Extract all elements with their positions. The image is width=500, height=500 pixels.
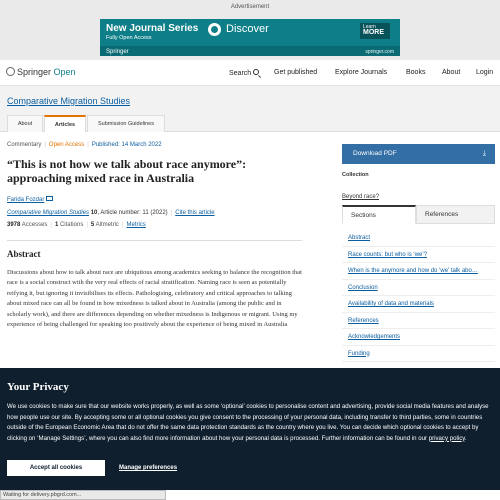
citations-label: Citations [59, 222, 84, 228]
ad-discover-text: Discover [226, 23, 269, 35]
section-link-conclusion[interactable]: Conclusion [342, 280, 495, 297]
journal-link[interactable]: Comparative Migration Studies [7, 210, 90, 216]
ad-title: New Journal Series [106, 23, 199, 34]
tab-submission-guidelines[interactable]: Submission Guidelines [87, 115, 165, 132]
sidebar [342, 144, 495, 362]
privacy-body: We use cookies to make sure that our website works properly, as well as some ‘optional’ cookies to personalise content and advertising, provide social media features and analyse how people use our site. By accepting some or all optional cookies you give consent to the processing of your personal data, including transfer to third parties, some in countries outside of the European Economic Area that do not offer the same data protection standards as the country where you live. You can decide which optional cookies to accept by clicking on ‘Manage Settings’, where you can also find more information about how your personal data is processed. Further information can be found in our [7, 403, 489, 442]
article-metrics: 3978 Accesses | 1 Citations | 5 Altmetric | Metrics [7, 222, 146, 228]
email-icon[interactable] [46, 196, 53, 201]
open-access-badge: Open Access [48, 142, 85, 148]
ad-url: springer.com [365, 49, 394, 55]
cookie-consent-banner [0, 368, 500, 490]
ad-footer-strip [100, 46, 400, 56]
section-link-availability[interactable]: Availability of data and materials [342, 296, 495, 313]
download-pdf-button[interactable] [342, 144, 495, 164]
section-link-abstract[interactable]: Abstract [342, 230, 495, 247]
springer-logo-icon [6, 67, 15, 76]
sections-list [342, 230, 495, 362]
altmetric-count: 5 [90, 222, 95, 228]
browser-status-bar: Waiting for delivery.pbgrd.com... [0, 490, 166, 500]
search-icon [253, 69, 259, 75]
ad-learn-label: Learn [363, 24, 376, 30]
article-title: “This is not how we talk about race anymore”: approaching mixed race in Australia [7, 157, 247, 185]
logo-springer-text: Springer [17, 67, 52, 77]
author-name: Farida Fozdar [7, 197, 45, 203]
advertisement-bar [0, 0, 500, 60]
site-header [0, 60, 500, 86]
cite-this-article-link[interactable]: Cite this article [175, 210, 215, 216]
published-date: Published: 14 March 2022 [91, 142, 162, 148]
article-meta: Commentary | Open Access | Published: 14 March 2022 [7, 142, 162, 148]
nav-login[interactable]: Login [476, 69, 494, 76]
section-link-race-counts[interactable]: Race counts: but who is ‘we’? [342, 247, 495, 264]
section-link-acknowledgements[interactable]: Acknowledgements [342, 329, 495, 346]
author-link[interactable] [7, 196, 302, 203]
ad-banner[interactable] [100, 19, 400, 56]
ad-more-label: MORE [363, 29, 384, 36]
accesses-count: 3978 [7, 222, 21, 228]
section-link-funding[interactable]: Funding [342, 346, 495, 363]
journal-bar [0, 86, 500, 132]
sidebar-tabs [342, 205, 495, 224]
nav-search-label: Search [229, 70, 252, 77]
metrics-link[interactable]: Metrics [126, 222, 146, 228]
manage-preferences-button[interactable]: Manage preferences [119, 465, 178, 471]
accesses-label: Accesses [21, 222, 48, 228]
tab-about[interactable]: About [7, 115, 43, 132]
accept-all-cookies-button[interactable]: Accept all cookies [7, 460, 105, 476]
privacy-text: We use cookies to make sure that our website works properly, as well as some ‘optional’ cookies to personalise content and advertising, provide social media features and analyse how people use our site. By accepting some or all optional cookies you give consent to the processing of your personal data, including transfer to third parties, some in countries outside of the European Economic Area that do not offer the same data protection standards as the country where you live. You can decide which optional cookies to accept by clicking on ‘Manage Settings’, where you can also find more information about how your personal data is processed. Further information can be found in our privacy policy. [7, 403, 489, 442]
tab-articles[interactable]: Articles [44, 115, 86, 132]
ad-discover [208, 23, 268, 37]
section-link-references[interactable]: References [342, 313, 495, 330]
privacy-policy-link[interactable]: privacy policy [428, 434, 465, 442]
tab-sections[interactable]: Sections [342, 205, 416, 224]
collection-heading: Collection [342, 172, 369, 178]
citations-count: 1 [54, 222, 59, 228]
article-main [7, 142, 302, 330]
journal-title-link[interactable]: Comparative Migration Studies [7, 96, 131, 106]
volume: 10 [90, 210, 98, 216]
article-number: , Article number: 11 (2022) [97, 210, 168, 216]
collection-link[interactable]: Beyond race? [342, 194, 380, 200]
nav-about[interactable]: About [442, 69, 461, 76]
section-link-when-is-the-anymore[interactable]: When is the anymore and how do ‘we’ talk abo… [342, 263, 495, 280]
download-icon: ⤓ [482, 150, 486, 157]
ad-label: Advertisement [230, 4, 270, 10]
divider [7, 240, 302, 241]
ad-learn-more-button[interactable] [360, 23, 390, 39]
abstract-heading: Abstract [7, 249, 41, 259]
citation-line: Comparative Migration Studies 10, Article number: 11 (2022) | Cite this article [7, 210, 215, 216]
nav-books[interactable]: Books [406, 69, 426, 76]
download-pdf-label: Download PDF [353, 150, 397, 157]
tab-references[interactable]: References [416, 205, 495, 224]
abstract-text: Discussions about how to talk about race are ubiquitous among academics seeking to balance the recognition that race is a social construct with the very real effects of racial stratification. Naming race is seen as potentially reifying it, but ignoring it invisibilises its effects. Pathologising, celebratory and critical approaches to talking about mixed race can all be found in how mixedness is talked about in Australia (among the public and in scholarly work), and there are differences depending on whether mixedness is Indigenous or migrant. Using my experience of being challenged for speaking too positively about the experience of being mixed in Australia [7, 269, 302, 329]
nav-search[interactable] [229, 69, 259, 77]
privacy-heading: Your Privacy [7, 381, 69, 393]
ad-subtitle: Fully Open Access [106, 35, 152, 41]
altmetric-label: Altmetric [95, 222, 119, 228]
logo-open-text: Open [53, 67, 76, 77]
article-type: Commentary [7, 142, 42, 148]
ad-springer-logo: Springer [106, 49, 129, 55]
nav-explore-journals[interactable]: Explore Journals [335, 69, 388, 76]
nav-get-published[interactable]: Get published [274, 69, 318, 76]
springer-open-logo[interactable] [6, 67, 76, 77]
discover-icon [208, 23, 221, 36]
